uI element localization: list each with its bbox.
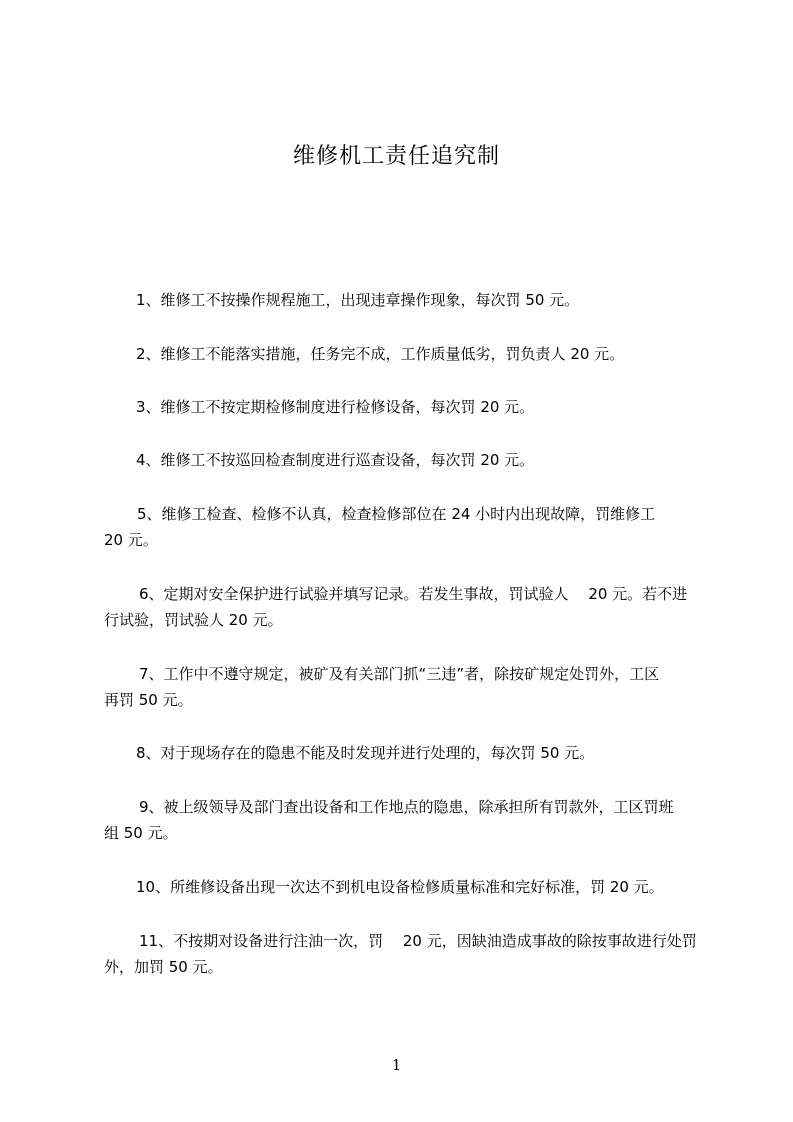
rule-item-9	[104, 794, 709, 846]
rule-text-continued: 外，加罚 50 元。	[104, 958, 223, 976]
page-title: 维修机工责任追究制	[292, 144, 500, 169]
rule-item-4	[104, 447, 709, 473]
rule-text: 5、维修工检查、检修不认真，检查检修部位在 24 小时内出现故障，罚维修工	[137, 505, 656, 523]
rule-item-1	[104, 287, 709, 313]
rule-text: 10、所维修设备出现一次达不到机电设备检修质量标准和完好标准，罚 20 元。	[136, 878, 664, 896]
rule-text: 4、维修工不按巡回检查制度进行巡查设备，每次罚 20 元。	[136, 451, 535, 469]
rule-item-10	[104, 874, 709, 900]
rule-item-7	[104, 661, 709, 713]
rule-text-continued: 再罚 50 元。	[104, 691, 193, 709]
rule-text-continued: 行试验，罚试验人 20 元。	[104, 611, 283, 629]
rule-text: 8、对于现场存在的隐患不能及时发现并进行处理的，每次罚 50 元。	[136, 744, 595, 762]
rule-text: 6、定期对安全保护进行试验并填写记录。若发生事故，罚试验人 20 元。若不进	[139, 585, 688, 603]
rule-text-continued: 20 元。	[104, 531, 158, 549]
rule-item-6	[104, 581, 709, 633]
rule-item-2	[104, 341, 709, 367]
rule-text-continued: 组 50 元。	[104, 824, 178, 842]
rule-text: 2、维修工不能落实措施，任务完不成，工作质量低劣，罚负责人 20 元。	[136, 345, 625, 363]
rule-item-8	[104, 740, 709, 766]
rule-text: 7、工作中不遵守规定，被矿及有关部门抓“三违”者，除按矿规定处罚外，工区	[139, 665, 660, 683]
page-number: 1	[391, 1056, 402, 1074]
rule-text: 1、维修工不按操作规程施工，出现违章操作现象，每次罚 50 元。	[136, 291, 580, 309]
rule-text: 9、被上级领导及部门查出设备和工作地点的隐患，除承担所有罚款外，工区罚班	[139, 798, 674, 816]
rule-item-3	[104, 394, 709, 420]
rule-item-11	[104, 928, 709, 980]
rule-text: 3、维修工不按定期检修制度进行检修设备，每次罚 20 元。	[136, 398, 535, 416]
rule-text: 11、不按期对设备进行注油一次，罚 20 元，因缺油造成事故的除按事故进行处罚	[139, 932, 697, 950]
rule-item-5	[104, 501, 709, 553]
